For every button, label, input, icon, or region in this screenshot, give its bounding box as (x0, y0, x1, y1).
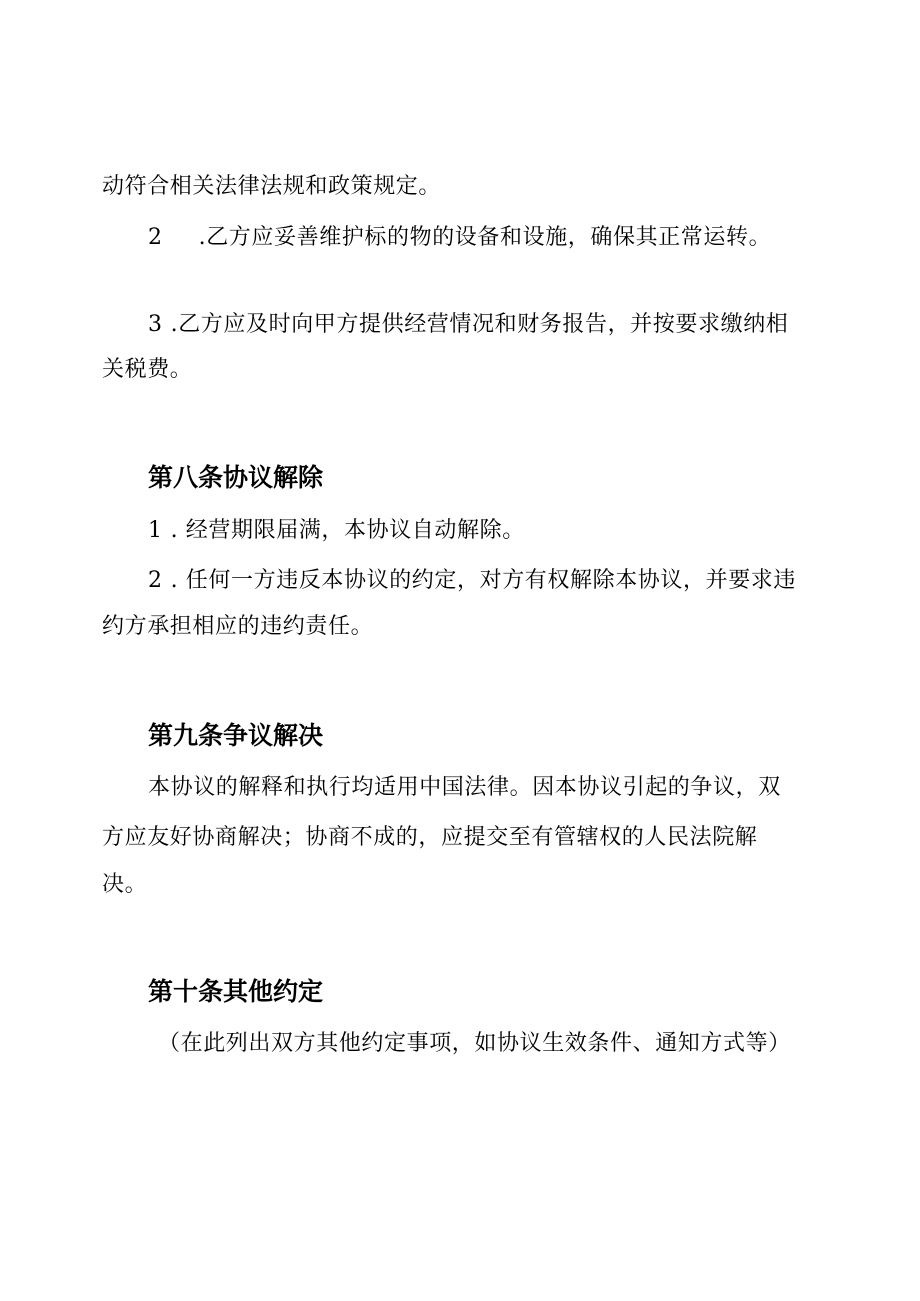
section-9-paragraph-line-3 (102, 870, 147, 900)
list-item-text: 约方承担相应的违约责任。 (102, 614, 374, 639)
list-number: 2 (148, 568, 163, 593)
list-item-text: .乙方应妥善维护标的物的设备和设施，确保其正常运转。 (198, 225, 772, 250)
list-number: 2 (148, 225, 163, 250)
list-item-8-2-continuation (102, 612, 373, 642)
list-number: 1 (148, 518, 163, 543)
section-heading-10: 第十条其他约定 (148, 977, 324, 1006)
list-number: 3 (148, 312, 163, 337)
list-item-text: . 经营期限届满，本协议自动解除。 (170, 518, 525, 543)
section-heading-8: 第八条协议解除 (148, 463, 324, 492)
paragraph-text: 本协议的解释和执行均适用中国法律。因本协议引起的争议，双 (148, 775, 781, 800)
list-item-7-3 (148, 310, 788, 340)
list-item-8-2 (148, 566, 796, 596)
section-heading-9: 第九条争议解决 (148, 721, 324, 750)
list-item-8-1 (148, 516, 525, 546)
note-text: （在此列出双方其他约定事项，如协议生效条件、通知方式等） (158, 1031, 791, 1056)
list-item-text: .乙方应及时向甲方提供经营情况和财务报告，并按要求缴纳相 (170, 312, 789, 337)
section-10-note (158, 1029, 791, 1059)
list-item-7-2 (148, 223, 771, 253)
list-item-text: 关税费。 (102, 357, 193, 382)
paragraph-text: 方应友好协商解决；协商不成的，应提交至有管辖权的人民法院解 (102, 825, 758, 850)
paragraph-continuation (102, 172, 441, 202)
section-9-paragraph-line-1 (148, 773, 781, 803)
paragraph-text: 动符合相关法律法规和政策规定。 (102, 174, 442, 199)
section-9-paragraph-line-2 (102, 823, 757, 853)
list-item-text: . 任何一方违反本协议的约定，对方有权解除本协议，并要求违 (170, 568, 796, 593)
paragraph-text: 决。 (102, 872, 148, 897)
list-item-7-3-continuation (102, 355, 192, 385)
